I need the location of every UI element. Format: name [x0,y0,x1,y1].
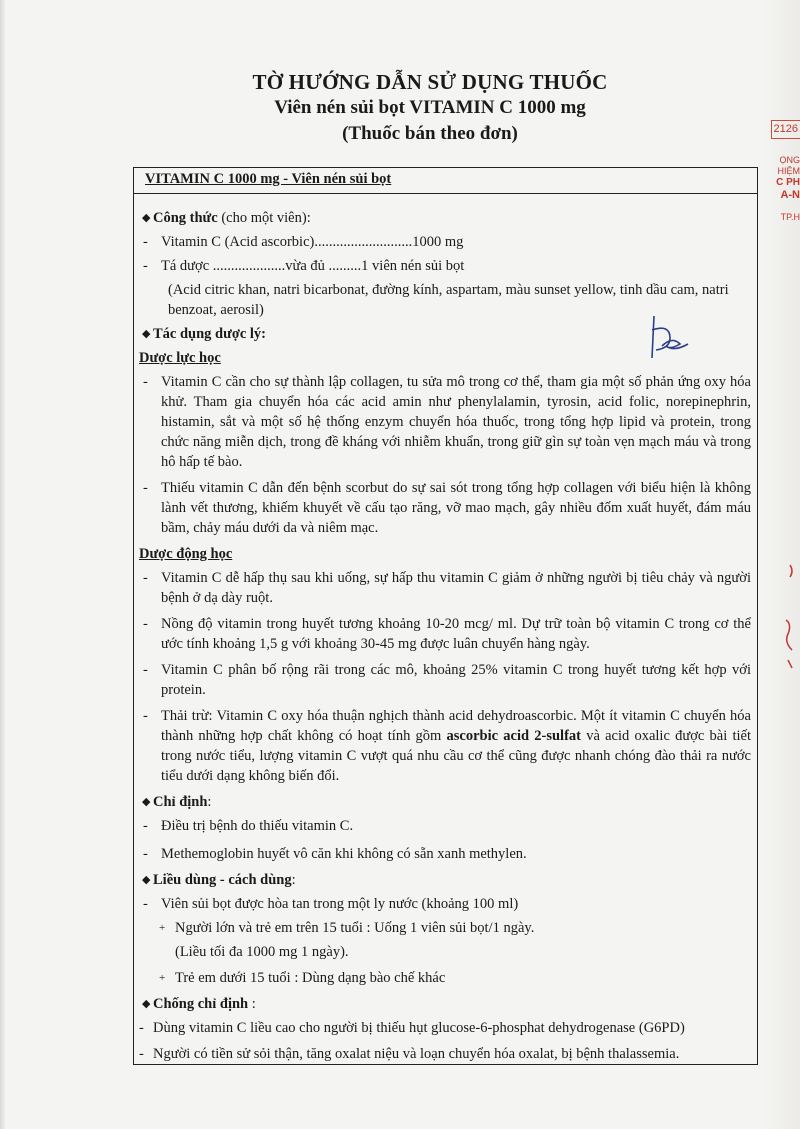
stamp-text-3: C PH [776,176,800,188]
pharmacokinetics-item-1: - Vitamin C dễ hấp thụ sau khi uống, sự hấp thu vitamin C giảm ở những người bị tiêu chảy và người bệnh ở dạ dày ruột. [143,570,751,606]
diamond-bullet-icon: ◆ [142,998,151,1010]
dosage-child: + Trẻ em dưới 15 tuổi : Dùng dạng bào chế khác [159,970,446,986]
indications-heading: ◆ Chỉ định: [142,794,212,810]
prescription-note: (Thuốc bán theo đơn) [342,123,518,144]
excipient-list: (Acid citric khan, natri bicarbonat, đường kính, aspartam, màu sunset yellow, tinh dầu cam, natri benzoat, aerosil) [168,282,729,318]
dosage-adult-max: (Liều tối đa 1000 mg 1 ngày). [175,944,349,960]
contraindications-heading: ◆ Chống chỉ định : [142,996,256,1012]
diamond-bullet-icon: ◆ [142,874,151,886]
stamp-text-2: HIỆM [777,165,800,176]
leaflet-content [139,208,751,1064]
stamp-text-5: TP.H [780,211,800,222]
indication-item-1: - Điều trị bệnh do thiếu vitamin C. [143,818,354,834]
formula-line-excipient: - Tá dược ....................vừa đủ .........1 viên nén sủi bọt [143,258,465,274]
pharmacokinetics-item-3: - Vitamin C phân bố rộng rãi trong các mô, khoảng 25% vitamin C trong huyết tương kết hợp với protein. [143,662,751,698]
pharmacodynamics-heading: Dược lực học [139,350,221,366]
pharmacodynamics-item-1: - Vitamin C cần cho sự thành lập collagen, tu sửa mô trong cơ thể, tham gia một số phản ứng oxy hóa khử. Tham gia chuyển hóa các acid amin như phenylalamin, tyrosin, acid folic, norepinephrin, histamin, sắt và một số hệ thống enzym chuyển hóa thuốc, trong tổng hợp lipid và protein, trong chức năng miễn dịch, trong đề kháng với nhiễm khuẩn, trong giữ gìn sự toàn vẹn mạch máu và trong hô hấp tế bào. [143,374,751,470]
diamond-bullet-icon: ◆ [142,796,151,808]
plus-bullet-icon: + [159,972,166,984]
stamp-text-4: A-N [780,188,800,201]
pharmacokinetics-item-4: - Thải trừ: Vitamin C oxy hóa thuận nghịch thành acid dehydroascorbic. Một ít vitamin C chuyển hóa thành những hợp chất không có hoạt tính gồm ascorbic acid 2-sulfat và acid oxalic được bài tiết trong nước tiểu, lượng vitamin C vượt quá nhu cầu cơ thể cũng được nhanh chóng đào thải ra nước tiểu dưới dạng không biến đổi. [143,708,751,784]
pharmacokinetics-item-2: - Nồng độ vitamin trong huyết tương khoảng 10-20 mcg/ ml. Dự trữ toàn bộ vitamin C trong cơ thể ước tính khoảng 1,5 g với khoảng 30-45 mg được luân chuyển hàng ngày. [143,616,751,652]
diamond-bullet-icon: ◆ [142,328,151,340]
dosage-item-1: - Viên sủi bọt được hòa tan trong một ly nước (khoảng 100 ml) [143,896,519,912]
stamp-text-1: ỌNG [779,155,800,166]
diamond-bullet-icon: ◆ [142,212,151,224]
dosage-heading: ◆ Liều dùng - cách dùng: [142,872,296,888]
pharmacodynamics-item-2: - Thiếu vitamin C dẫn đến bệnh scorbut do sự sai sót trong tổng hợp collagen với biểu hiện là không lành vết thương, khiếm khuyết về cấu tạo răng, vỡ mao mạch, gây nhiều đốm xuất huyết, đám máu bầm, chảy máu dưới da và niêm mạc. [143,480,751,536]
pharmacology-heading: ◆ Tác dụng dược lý: [142,326,267,342]
red-stamp-marks [776,560,796,680]
pharmacokinetics-heading: Dược động học [139,546,233,562]
formula-line-vitamin: - Vitamin C (Acid ascorbic)...........................1000 mg [143,234,464,250]
contraindication-item-1: - Dùng vitamin C liều cao cho người bị thiếu hụt glucose-6-phosphat dehydrogenase (G6PD) [139,1020,685,1036]
page-edge-shadow [0,0,6,1129]
plus-bullet-icon: + [159,922,166,934]
contraindication-item-2: - Người có tiền sử sỏi thận, tăng oxalat niệu và loạn chuyển hóa oxalat, bị bệnh thalassemia. [139,1046,680,1062]
document-header [0,70,800,145]
leaflet-box [133,167,758,1065]
indication-item-2: - Methemoglobin huyết vô căn khi không có sẵn xanh methylen. [143,846,527,862]
stamp-number: 2126 [771,120,800,139]
dosage-adult: + Người lớn và trẻ em trên 15 tuổi : Uống 1 viên sủi bọt/1 ngày. [159,920,535,936]
formula-heading: ◆ Công thức (cho một viên): [142,210,311,226]
document-title: TỜ HƯỚNG DẪN SỬ DỤNG THUỐC [252,70,608,94]
box-title: VITAMIN C 1000 mg - Viên nén sủi bọt [134,168,757,194]
product-name: Viên nén sủi bọt VITAMIN C 1000 mg [274,97,586,118]
